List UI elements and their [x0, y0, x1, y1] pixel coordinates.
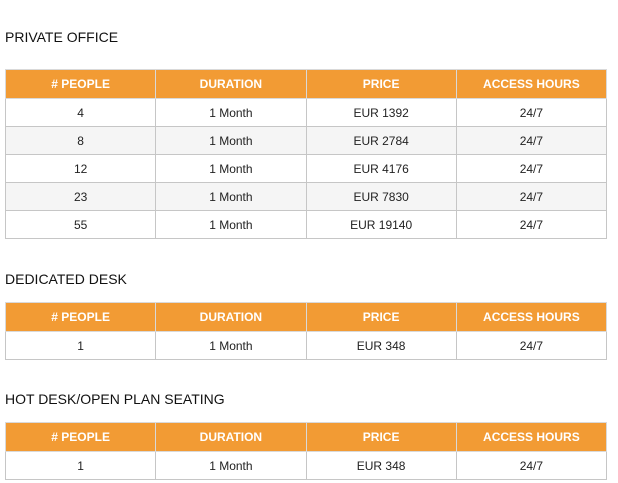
- column-header-people: # PEOPLE: [6, 423, 156, 452]
- cell-people: 12: [6, 155, 156, 183]
- cell-duration: 1 Month: [156, 332, 306, 360]
- cell-duration: 1 Month: [156, 211, 306, 239]
- cell-people: 1: [6, 332, 156, 360]
- cell-duration: 1 Month: [156, 183, 306, 211]
- cell-price: EUR 19140: [306, 211, 456, 239]
- dedicated-desk-table: [5, 302, 607, 360]
- column-header-people: # PEOPLE: [6, 70, 156, 99]
- cell-access-hours: 24/7: [456, 127, 606, 155]
- table-row: [6, 183, 607, 211]
- private-office-table: [5, 69, 607, 239]
- column-header-duration: DURATION: [156, 303, 306, 332]
- column-header-price: PRICE: [306, 70, 456, 99]
- cell-people: 55: [6, 211, 156, 239]
- column-header-access-hours: ACCESS HOURS: [456, 423, 606, 452]
- cell-access-hours: 24/7: [456, 99, 606, 127]
- cell-access-hours: 24/7: [456, 155, 606, 183]
- cell-duration: 1 Month: [156, 99, 306, 127]
- column-header-people: # PEOPLE: [6, 303, 156, 332]
- cell-price: EUR 4176: [306, 155, 456, 183]
- section-title-private-office: PRIVATE OFFICE: [5, 29, 119, 45]
- table-row: [6, 127, 607, 155]
- cell-duration: 1 Month: [156, 155, 306, 183]
- table-row: [6, 99, 607, 127]
- cell-duration: 1 Month: [156, 452, 306, 480]
- section-title-dedicated-desk: DEDICATED DESK: [5, 271, 127, 287]
- cell-access-hours: 24/7: [456, 211, 606, 239]
- column-header-duration: DURATION: [156, 423, 306, 452]
- cell-duration: 1 Month: [156, 127, 306, 155]
- cell-price: EUR 348: [306, 452, 456, 480]
- column-header-access-hours: ACCESS HOURS: [456, 303, 606, 332]
- column-header-duration: DURATION: [156, 70, 306, 99]
- table-row: [6, 211, 607, 239]
- table-row: [6, 155, 607, 183]
- table-header-row: [6, 303, 607, 332]
- cell-access-hours: 24/7: [456, 452, 606, 480]
- table-header-row: [6, 70, 607, 99]
- column-header-price: PRICE: [306, 303, 456, 332]
- section-title-hot-desk: HOT DESK/OPEN PLAN SEATING: [5, 391, 225, 407]
- column-header-access-hours: ACCESS HOURS: [456, 70, 606, 99]
- cell-price: EUR 7830: [306, 183, 456, 211]
- cell-price: EUR 1392: [306, 99, 456, 127]
- cell-people: 1: [6, 452, 156, 480]
- table-row: [6, 452, 607, 480]
- cell-people: 8: [6, 127, 156, 155]
- table-header-row: [6, 423, 607, 452]
- column-header-price: PRICE: [306, 423, 456, 452]
- cell-price: EUR 2784: [306, 127, 456, 155]
- cell-people: 23: [6, 183, 156, 211]
- cell-price: EUR 348: [306, 332, 456, 360]
- table-row: [6, 332, 607, 360]
- cell-access-hours: 24/7: [456, 183, 606, 211]
- hot-desk-table: [5, 422, 607, 480]
- cell-people: 4: [6, 99, 156, 127]
- cell-access-hours: 24/7: [456, 332, 606, 360]
